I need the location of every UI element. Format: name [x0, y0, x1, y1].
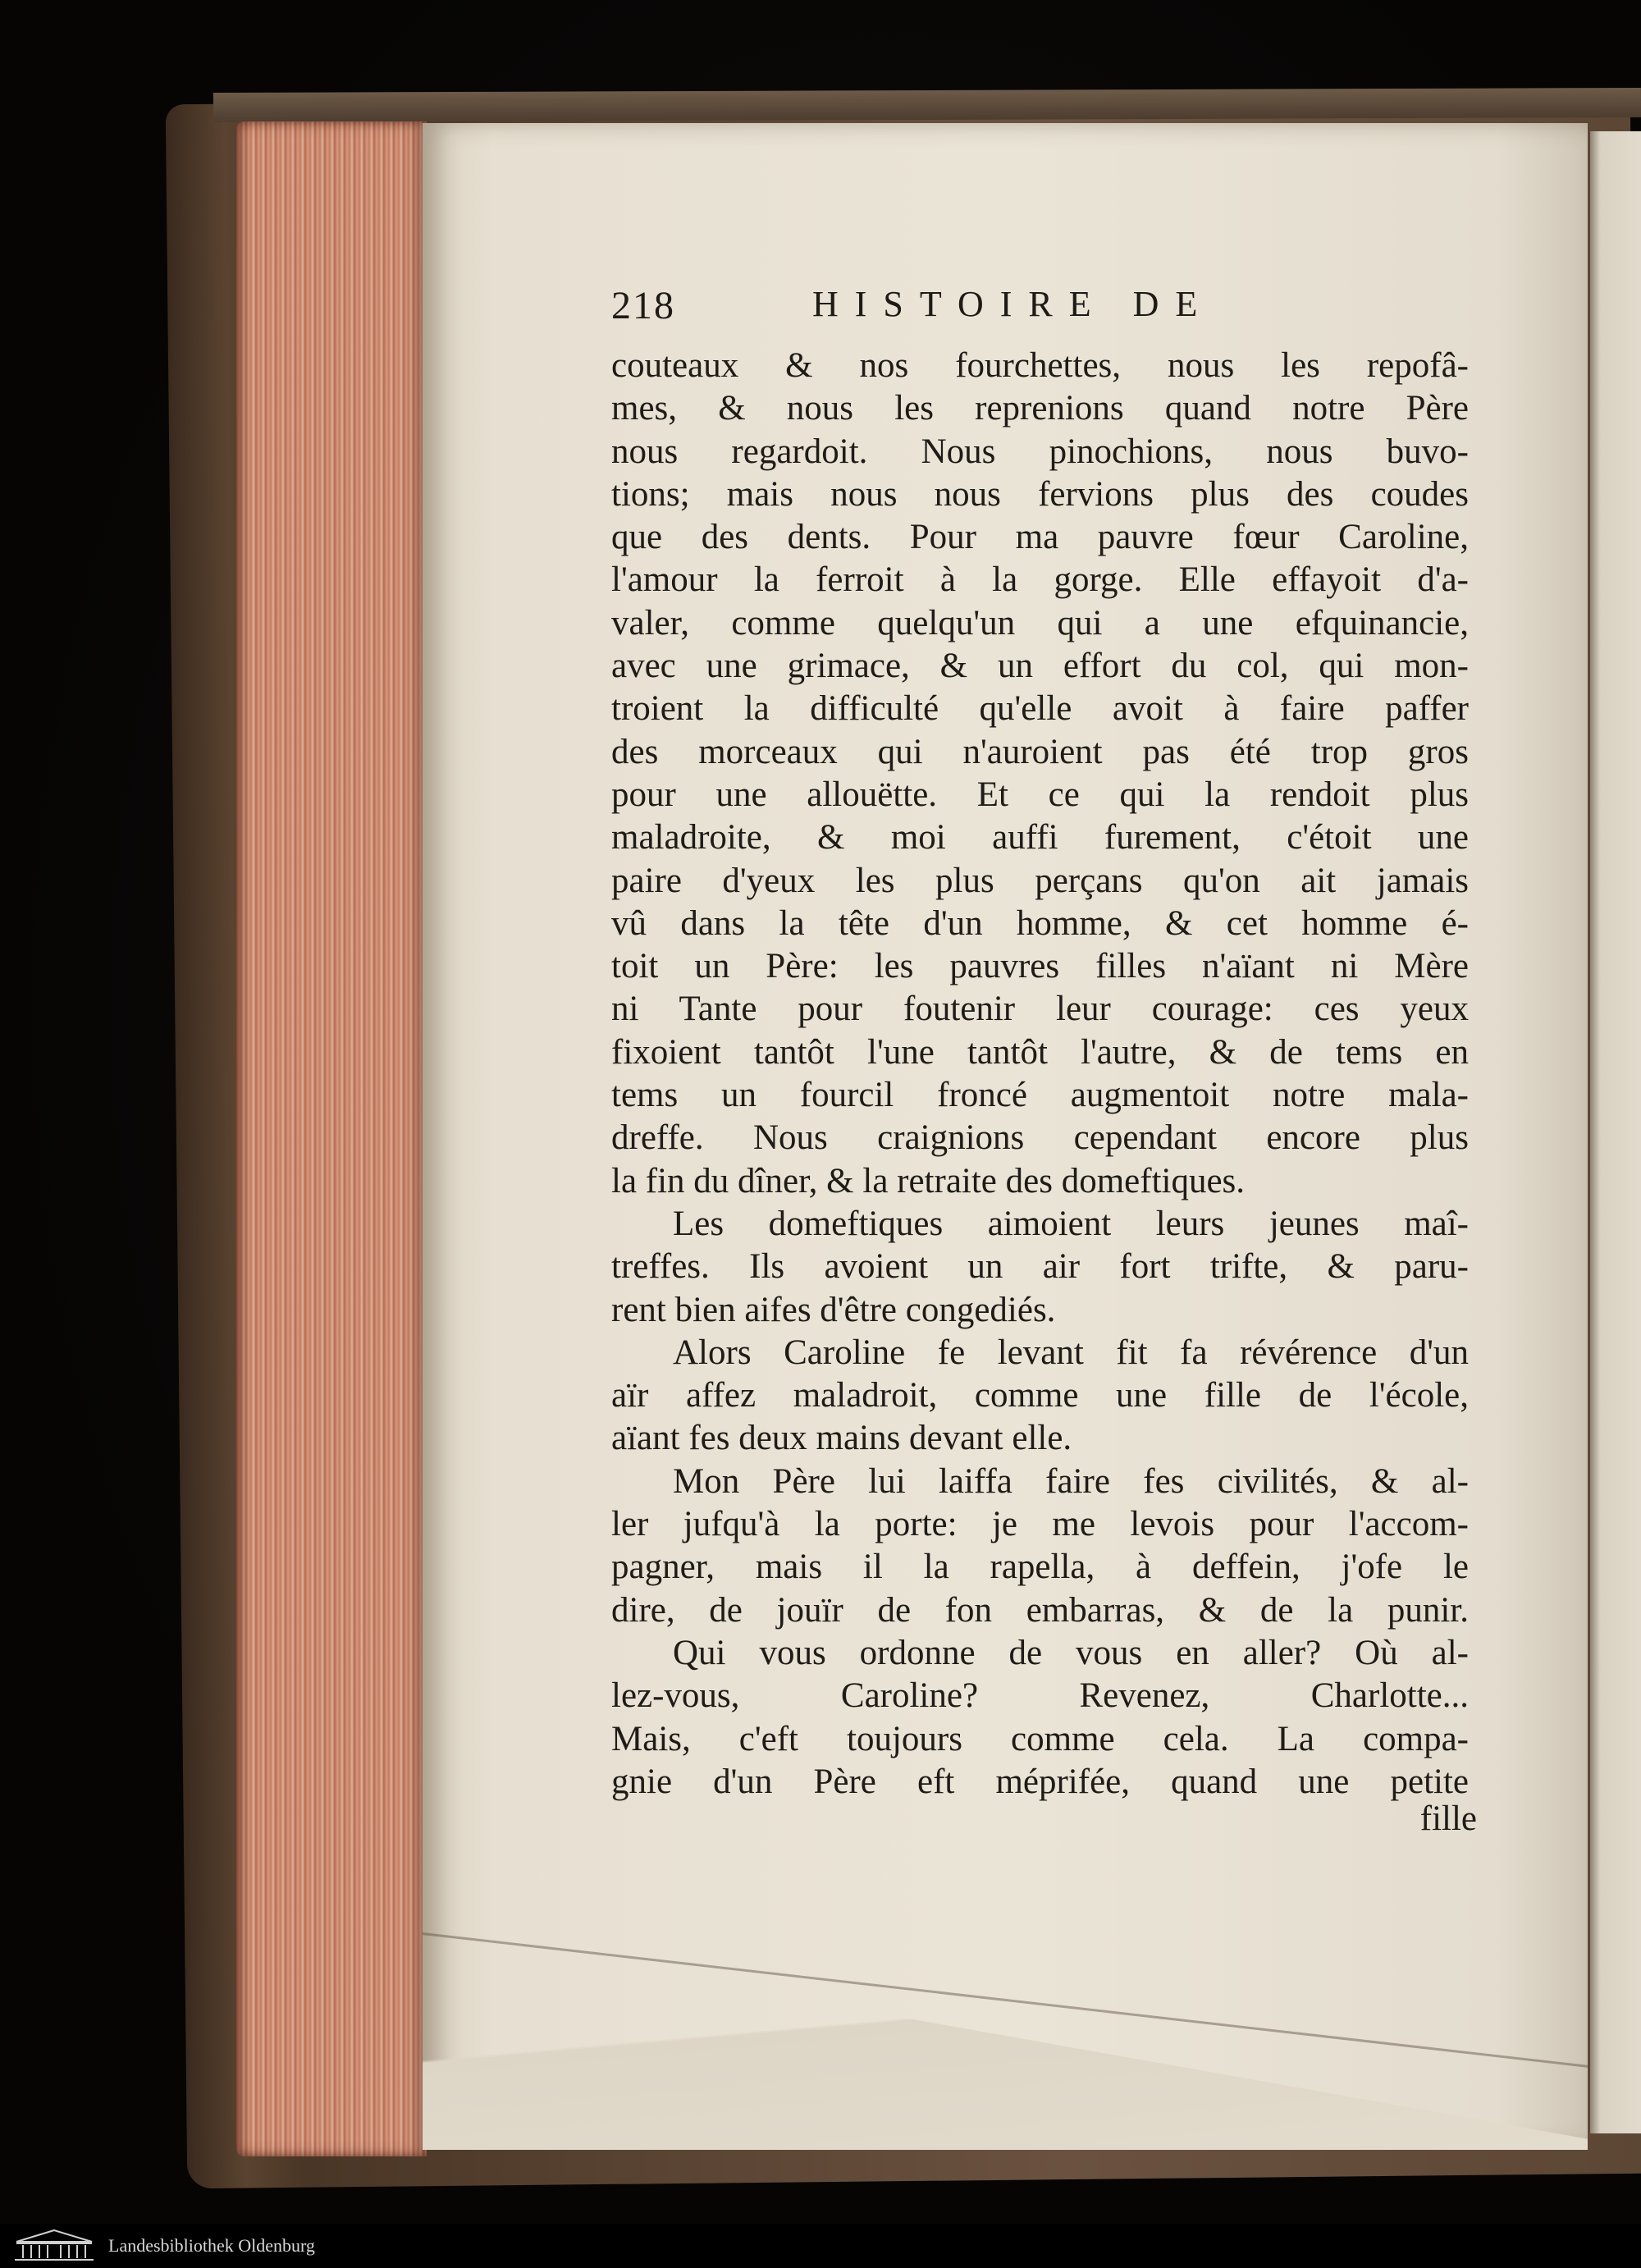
text-line: lez-vous, Caroline? Revenez, Charlotte...: [611, 1676, 1469, 1716]
text-line: treffes. Ils avoient un air fort trifte, & paru-: [611, 1247, 1469, 1287]
text-line: tions; mais nous nous fervions plus des coudes: [611, 474, 1469, 514]
text-line: dire, de jouïr de fon embarras, & de la punir.: [611, 1590, 1469, 1630]
footer-bar: [0, 2224, 1641, 2268]
text-line: Les domeftiques aimoient leurs jeunes maî-: [673, 1204, 1469, 1243]
text-line: maladroite, & moi auffi furement, c'étoit une: [611, 818, 1469, 857]
library-building-icon: [11, 2229, 97, 2263]
text-line: ler jufqu'à la porte: je me levois pour l'accom-: [611, 1505, 1469, 1544]
footer-library-name: Landesbibliothek Oldenburg: [108, 2235, 315, 2256]
text-line: pour une allouëtte. Et ce qui la rendoit plus: [611, 775, 1469, 814]
page-number: 218: [611, 284, 675, 327]
text-line: vû dans la tête d'un homme, & cet homme é-: [611, 903, 1469, 943]
text-line: des morceaux qui n'auroient pas été trop gros: [611, 732, 1469, 771]
text-line: Mon Père lui laiffa faire fes civilités, & al-: [673, 1461, 1469, 1501]
text-block: [611, 345, 1469, 1804]
text-line: troient la difficulté qu'elle avoit à faire paffer: [611, 689, 1469, 729]
text-line: mes, & nous les reprenions quand notre Père: [611, 389, 1469, 428]
text-line: Alors Caroline fe levant fit fa révérence d'un: [673, 1333, 1469, 1372]
text-line: pagner, mais il la rapella, à deffein, j'ofe le: [611, 1548, 1469, 1587]
text-line: aïr affez maladroit, comme une fille de l'école,: [611, 1376, 1469, 1415]
text-line: avec une grimace, & un effort du col, qui mon-: [611, 647, 1469, 686]
text-line: la fin du dîner, & la retraite des domeftiques.: [611, 1161, 1246, 1200]
text-line: paire d'yeux les plus perçans qu'on ait jamais: [611, 861, 1469, 900]
text-line: aïant fes deux mains devant elle.: [611, 1419, 1072, 1458]
book-cover-top: [213, 88, 1641, 122]
text-line: dreffe. Nous craignions cependant encore plus: [611, 1118, 1469, 1158]
text-line: valer, comme quelqu'un qui a une efquinancie,: [611, 603, 1469, 642]
text-line: Qui vous ordonne de vous en aller? Où al-: [673, 1633, 1469, 1672]
running-title: HISTOIRE DE: [812, 284, 1214, 324]
catchword: fille: [1419, 1799, 1477, 1838]
text-line: nous regardoit. Nous pinochions, nous buvo-: [611, 432, 1469, 471]
text-line: l'amour la ferroit à la gorge. Elle effayoit d'a-: [611, 560, 1469, 600]
page-edges: [236, 121, 427, 2156]
text-line: toit un Père: les pauvres filles n'aïant ni Mère: [611, 947, 1469, 986]
text-line: Mais, c'eft toujours comme cela. La compa-: [611, 1719, 1469, 1758]
text-line: rent bien aifes d'être congediés.: [611, 1290, 1056, 1329]
text-line: tems un fourcil froncé augmentoit notre mala-: [611, 1076, 1469, 1115]
running-head: [611, 283, 1292, 332]
text-line: couteaux & nos fourchettes, nous les repofâ-: [611, 346, 1469, 385]
text-line: que des dents. Pour ma pauvre fœur Caroline,: [611, 518, 1469, 557]
text-line: fixoient tantôt l'une tantôt l'autre, & de tems en: [611, 1032, 1469, 1072]
text-line: ni Tante pour foutenir leur courage: ces yeux: [611, 990, 1469, 1029]
text-line: gnie d'un Père eft méprifée, quand une petite: [611, 1762, 1469, 1801]
adjacent-page: [1590, 131, 1641, 2133]
